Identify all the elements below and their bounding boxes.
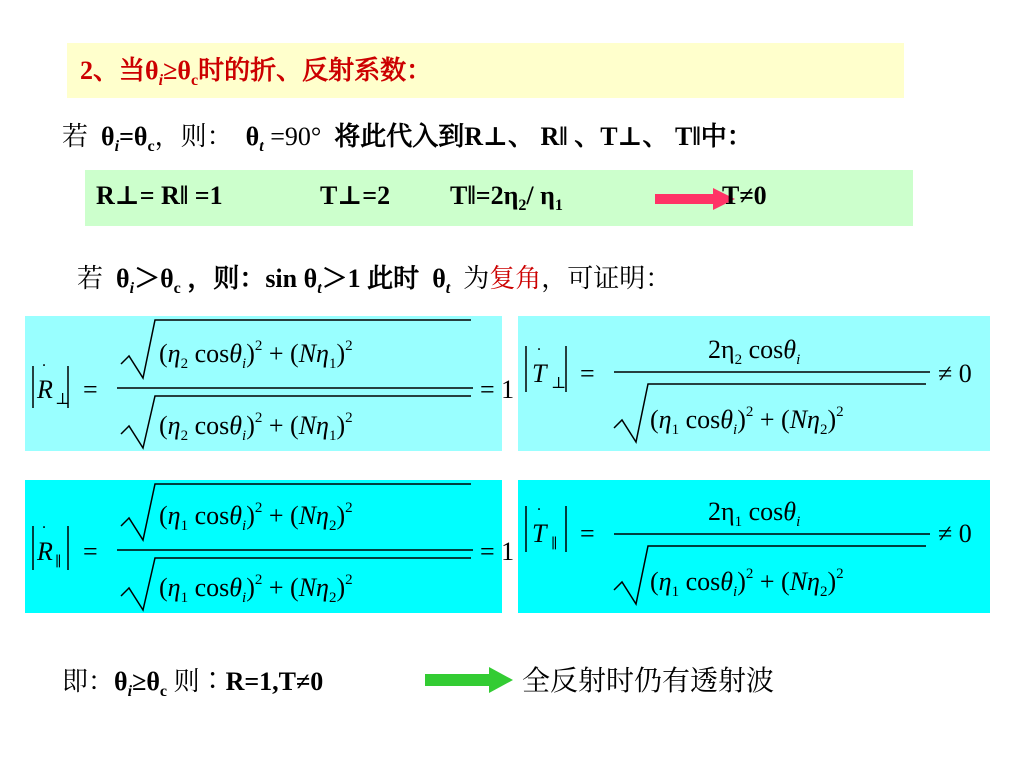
formula-t-par [518, 480, 990, 613]
lhs-r: R [37, 375, 53, 404]
svg-text:(η1 cosθi)2 + (Nη2)2: ($\eta_1$ $\cos\theta_i)^2 + (N\eta_2)^2$ [159, 500, 353, 534]
svg-text:T: T [532, 519, 547, 548]
svg-text:˙: ˙ [536, 504, 542, 524]
result-t-perp: T⊥=2 [320, 181, 391, 210]
condition-greater-line: 若 $\theta_i>\theta_c$ ，则：$\sin \theta_t>1$ 此时 $\theta_t$ 为复角，可证明： [77, 264, 672, 298]
svg-text:2η2 cosθi: $2\eta_2$ cosθ$_i$ [708, 335, 801, 368]
section-title: 2、当$\theta_i\ge\theta_c$时的折、反射系数： [80, 56, 433, 90]
svg-text:(η2 cosθi)2 + (Nη1)2: ($\eta_2$ $\cos\theta_i)^2 + (N\eta_1)^2$ [159, 410, 353, 444]
svg-text:˙: ˙ [536, 344, 542, 364]
svg-text:˙: ˙ [41, 522, 47, 542]
svg-text:(η1 cosθi)2 + (Nη2)2: ($\eta_1$ $\cos\theta_i)^2 + (N\eta_2)^2$ [650, 404, 844, 438]
result-t-nonzero: T≠0 [722, 181, 767, 210]
svg-text:2η1 cosθi: $2\eta_1$ cosθ$_i$ [708, 497, 801, 530]
result-t-par: $T‖=2\eta_2/$ $\eta_1$ [450, 181, 563, 215]
svg-text:=: = [83, 375, 98, 404]
svg-text:∥: ∥ [55, 555, 62, 570]
svg-text:=: = [580, 519, 595, 548]
svg-text:= 1: = 1 [480, 537, 515, 566]
conclusion-text: 全反射时仍有透射波 [522, 666, 775, 697]
svg-text:=: = [83, 537, 98, 566]
svg-text:(η1 cosθi)2 + (Nη2)2: ($\eta_1$ $\cos\theta_i)^2 + (N\eta_2)^2$ [159, 572, 353, 606]
formula-r-par [25, 480, 515, 613]
conclusion-line: 即：$\theta_i\ge\theta_c$ 则∶R=1,T≠0 [62, 667, 324, 701]
svg-text:T: T [532, 359, 547, 388]
svg-text:≠ 0: ≠ 0 [938, 519, 972, 548]
svg-text:(η2 cosθi)2 + (Nη1)2: ($\eta_2$ $\cos\theta_i)^2 + (N\eta_1)^2$ [159, 338, 353, 372]
svg-text:= 1: = 1 [480, 375, 515, 404]
svg-text:=: = [580, 359, 595, 388]
svg-text:⊥: ⊥ [551, 375, 567, 392]
svg-text:≠ 0: ≠ 0 [938, 359, 972, 388]
formula-t-perp [518, 316, 990, 451]
svg-text:(η1 cosθi)2 + (Nη2)2: ($\eta_1$ $\cos\theta_i)^2 + (N\eta_2)^2$ [650, 566, 844, 600]
green-arrow-icon [425, 666, 515, 694]
condition-equal-line: 若 $\theta_i=\theta_c$，则： $\theta_t =90^\circ$ 将此代入到R⊥、 R‖ 、T⊥、 T‖中： [62, 122, 753, 156]
svg-text:∥: ∥ [551, 537, 558, 552]
formula-r-perp [25, 316, 515, 451]
svg-text:R: R [37, 537, 53, 566]
svg-text:⊥: ⊥ [55, 391, 71, 408]
svg-text:˙: ˙ [41, 360, 47, 380]
result-r: R⊥= R‖ =1 [96, 181, 223, 210]
